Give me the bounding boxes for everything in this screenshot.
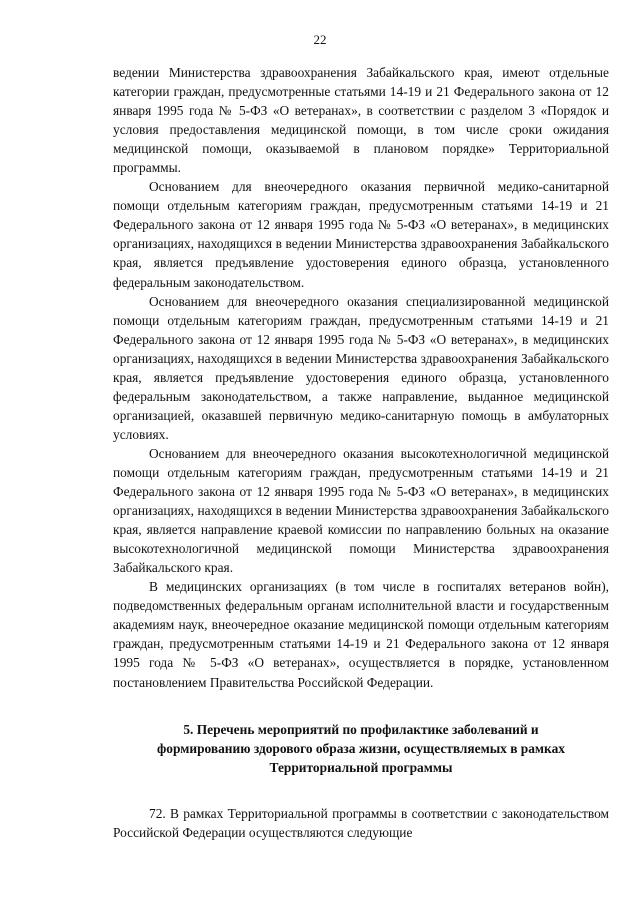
- section-heading-line-1: 5. Перечень мероприятий по профилактике заболеваний и: [183, 721, 539, 737]
- paragraph-primary-care: Основанием для внеочередного оказания первичной медико-санитарной помощи отдельным категориям граждан, предусмотренным статьями 14-19 и 21 Федерального закона от 12 января 1995 года № 5-ФЗ «О ветеранах», в медицинских организациях, находящихся в ведении Министерства здравоохранения Забайкальского края, является предъявление удостоверения единого образца, установленного федеральным законодательством.: [113, 179, 609, 290]
- document-body: [113, 63, 609, 842]
- section-heading-line-3: Территориальной программы: [269, 759, 453, 775]
- paragraph-item-72: 72. В рамках Территориальной программы в соответствии с законодательством Российской Федерации осуществляются следующие: [113, 805, 609, 840]
- section-heading-line-2: формированию здорового образа жизни, осуществляемых в рамках: [157, 740, 565, 756]
- paragraph-continuation: ведении Министерства здравоохранения Забайкальского края, имеют отдельные категории граждан, предусмотренные статьями 14-19 и 21 Федерального закона от 12 января 1995 года № 5-ФЗ «О ветеранах», в соответствии с разделом 3 «Порядок и условия предоставления медицинской помощи, в том числе сроки ожидания медицинской помощи, оказываемой в плановом порядке» Территориальной программы.: [113, 65, 609, 176]
- page-number: 22: [313, 32, 327, 47]
- paragraph-high-tech-care: Основанием для внеочередного оказания высокотехнологичной медицинской помощи отдельным категориям граждан, предусмотренным статьями 14-19 и 21 Федерального закона от 12 января 1995 года № 5-ФЗ «О ветеранах», в медицинских организациях, находящихся в ведении Министерства здравоохранения Забайкальского края, является направление краевой комиссии по направлению больных на оказание высокотехнологичной медицинской помощи Министерства здравоохранения Забайкальского края.: [113, 445, 609, 576]
- paragraph-specialized-care: Основанием для внеочередного оказания специализированной медицинской помощи отдельным категориям граждан, предусмотренным статьями 14-19 и 21 Федерального закона от 12 января 1995 года № 5-ФЗ «О ветеранах», в медицинских организациях, находящихся в ведении Министерства здравоохранения Забайкальского края, является предъявление удостоверения единого образца, установленного федеральным законодательством, а также направление, выданное медицинской организацией, оказавшей первичную медико-санитарную помощь в амбулаторных условиях.: [113, 293, 609, 442]
- paragraph-federal-organizations: В медицинских организациях (в том числе в госпиталях ветеранов войн), подведомственных федеральным органам исполнительной власти и государственным академиям наук, внеочередное оказание медицинской помощи отдельным категориям граждан, предусмотренным статьями 14-19 и 21 Федерального закона от 12 января 1995 года № 5-ФЗ «О ветеранах», осуществляется в порядке, установленном постановлением Правительства Российской Федерации.: [113, 579, 609, 690]
- section-heading: [113, 720, 609, 777]
